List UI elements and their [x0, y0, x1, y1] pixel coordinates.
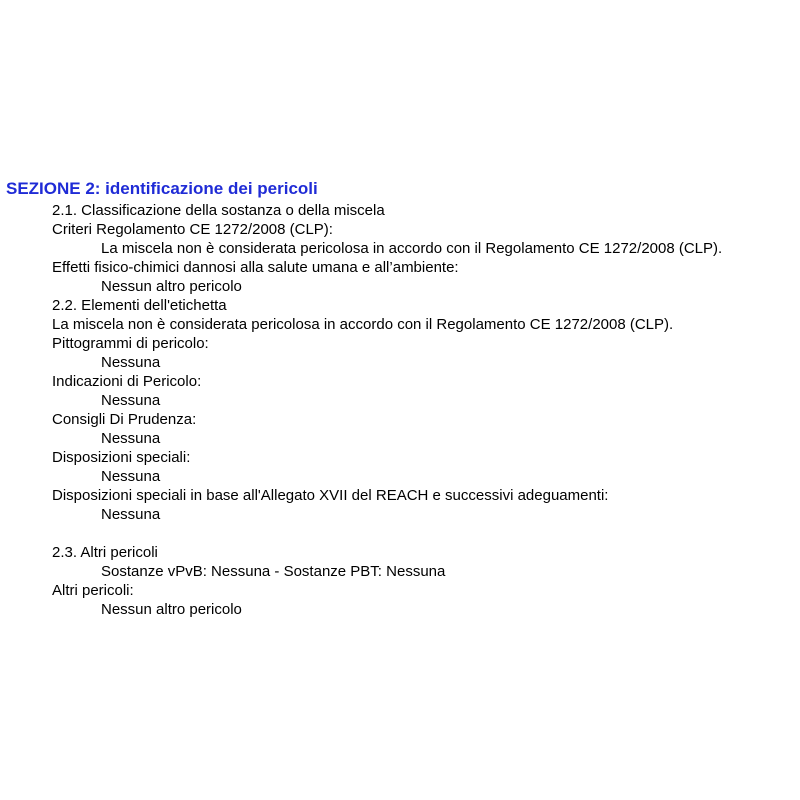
subsection-heading-2-1: 2.1. Classificazione della sostanza o della miscela: [52, 202, 385, 219]
line-label: Effetti fisico-chimici dannosi alla salute umana e all’ambiente:: [52, 259, 459, 276]
line-label: Criteri Regolamento CE 1272/2008 (CLP):: [52, 221, 333, 238]
line-value: La miscela non è considerata pericolosa in accordo con il Regolamento CE 1272/2008 (CLP).: [101, 240, 723, 257]
line-label: Disposizioni speciali:: [52, 449, 191, 466]
line-value: Nessun altro pericolo: [101, 601, 242, 618]
subsection-heading-2-2: 2.2. Elementi dell'etichetta: [52, 297, 227, 314]
line-label: Disposizioni speciali in base all'Allegato XVII del REACH e successivi adeguamenti:: [52, 487, 609, 504]
line-value: Nessuna: [101, 354, 161, 371]
line-value: Nessuna: [101, 392, 161, 409]
section-title: SEZIONE 2: identificazione dei pericoli: [6, 179, 318, 198]
line-value: Sostanze vPvB: Nessuna - Sostanze PBT: Nessuna: [101, 563, 446, 580]
line-label: Indicazioni di Pericolo:: [52, 373, 202, 390]
line-label: La miscela non è considerata pericolosa in accordo con il Regolamento CE 1272/2008 (CLP).: [52, 316, 674, 333]
subsection-heading-2-3: 2.3. Altri pericoli: [52, 544, 158, 561]
section-body: [0, 201, 722, 619]
line-value: Nessuna: [101, 506, 161, 523]
line-value: Nessuna: [101, 430, 161, 447]
blank-line: [0, 524, 722, 543]
line-label: Consigli Di Prudenza:: [52, 411, 197, 428]
line-value: Nessun altro pericolo: [101, 278, 242, 295]
line-label: Pittogrammi di pericolo:: [52, 335, 209, 352]
line-value: Nessuna: [101, 468, 161, 485]
line-label: Altri pericoli:: [52, 582, 134, 599]
